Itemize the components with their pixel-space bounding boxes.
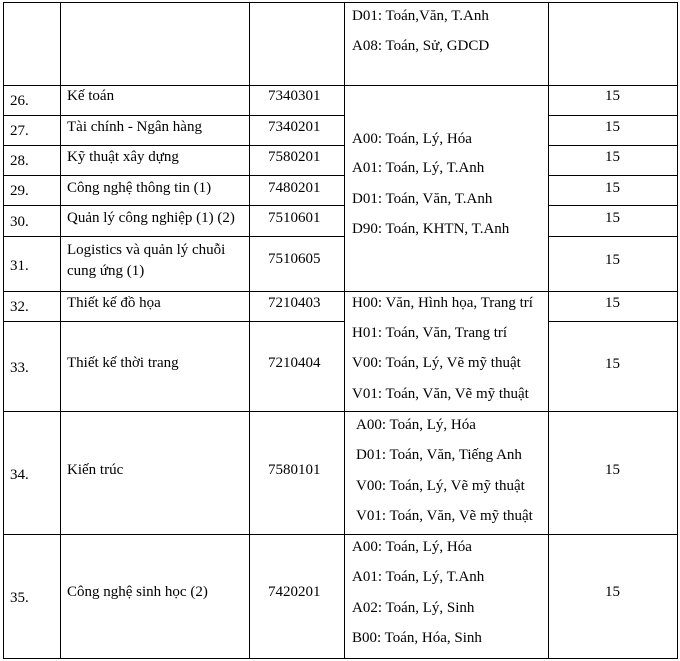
subject-combo: V01: Toán, Văn, Vẽ mỹ thuật bbox=[352, 386, 529, 402]
subject-combo: D01: Toán, Văn, T.Anh bbox=[352, 191, 493, 207]
subject-combo: V01: Toán, Văn, Vẽ mỹ thuật bbox=[356, 508, 533, 524]
major-code: 7580101 bbox=[268, 462, 321, 478]
major-name: Thiết kế đồ họa bbox=[67, 295, 161, 311]
row-line bbox=[3, 291, 677, 292]
major-code: 7580201 bbox=[268, 149, 321, 165]
row-line bbox=[3, 175, 344, 176]
subject-combo: D01: Toán,Văn, T.Anh bbox=[352, 8, 489, 24]
min-score: 15 bbox=[605, 252, 620, 268]
subject-combo: A00: Toán, Lý, Hóa bbox=[352, 131, 472, 147]
row-line bbox=[3, 411, 677, 412]
row-number: 28. bbox=[10, 153, 29, 169]
major-code: 7210403 bbox=[268, 295, 321, 311]
row-line bbox=[3, 85, 677, 86]
min-score: 15 bbox=[605, 149, 620, 165]
subject-combo: V00: Toán, Lý, Vẽ mỹ thuật bbox=[356, 478, 525, 494]
row-line bbox=[3, 658, 677, 659]
column-line bbox=[60, 2, 61, 659]
major-name: Công nghệ thông tin (1) bbox=[67, 180, 212, 196]
row-line bbox=[548, 115, 677, 116]
major-code: 7480201 bbox=[268, 180, 321, 196]
major-code: 7340201 bbox=[268, 119, 321, 135]
subject-combo: A01: Toán, Lý, T.Anh bbox=[352, 160, 485, 176]
min-score: 15 bbox=[605, 180, 620, 196]
min-score: 15 bbox=[605, 210, 620, 226]
major-name: Kỹ thuật xây dựng bbox=[67, 149, 179, 165]
subject-combo: A01: Toán, Lý, T.Anh bbox=[352, 569, 485, 585]
subject-combo: H01: Toán, Văn, Trang trí bbox=[352, 325, 508, 341]
major-code: 7210404 bbox=[268, 355, 321, 371]
subject-combo: D90: Toán, KHTN, T.Anh bbox=[352, 221, 510, 237]
min-score: 15 bbox=[605, 584, 620, 600]
subject-combo: A00: Toán, Lý, Hóa bbox=[352, 539, 472, 555]
row-number: 31. bbox=[10, 258, 29, 274]
major-code: 7420201 bbox=[268, 584, 321, 600]
row-number: 30. bbox=[10, 214, 29, 230]
min-score: 15 bbox=[605, 356, 620, 372]
column-line bbox=[3, 2, 4, 659]
major-name: Quản lý công nghiệp (1) (2) bbox=[67, 210, 235, 226]
major-name: Tài chính - Ngân hàng bbox=[67, 119, 202, 135]
major-code: 7510601 bbox=[268, 210, 321, 226]
min-score: 15 bbox=[605, 462, 620, 478]
row-line bbox=[3, 145, 344, 146]
subject-combo: A00: Toán, Lý, Hóa bbox=[356, 417, 476, 433]
major-name: Kiến trúc bbox=[67, 462, 124, 478]
min-score: 15 bbox=[605, 88, 620, 104]
row-number: 27. bbox=[10, 123, 29, 139]
row-line bbox=[548, 236, 677, 237]
row-number: 33. bbox=[10, 360, 29, 376]
column-line bbox=[344, 2, 345, 659]
subject-combo: B00: Toán, Hóa, Sinh bbox=[352, 630, 482, 646]
row-number: 29. bbox=[10, 183, 29, 199]
subject-combo: A02: Toán, Lý, Sinh bbox=[352, 600, 475, 616]
major-code: 7510605 bbox=[268, 251, 321, 267]
major-name: Công nghệ sinh học (2) bbox=[67, 584, 208, 600]
row-line bbox=[3, 321, 344, 322]
major-code: 7340301 bbox=[268, 88, 321, 104]
row-line bbox=[3, 205, 344, 206]
major-name: Logistics và quản lý chuỗi bbox=[67, 242, 226, 258]
major-name: Kế toán bbox=[67, 88, 115, 104]
subject-combo: A08: Toán, Sử, GDCD bbox=[352, 38, 490, 54]
column-line bbox=[677, 2, 678, 659]
column-line bbox=[249, 2, 250, 659]
row-line bbox=[548, 205, 677, 206]
row-line bbox=[3, 2, 677, 3]
row-line bbox=[3, 236, 344, 237]
row-number: 32. bbox=[10, 299, 29, 315]
subject-combo: D01: Toán, Văn, Tiếng Anh bbox=[356, 447, 522, 463]
row-number: 34. bbox=[10, 467, 29, 483]
subject-combo: V00: Toán, Lý, Vẽ mỹ thuật bbox=[352, 355, 521, 371]
row-line bbox=[3, 534, 677, 535]
subject-combo: H00: Văn, Hình họa, Trang trí bbox=[352, 295, 533, 311]
major-name: Thiết kế thời trang bbox=[67, 355, 179, 371]
min-score: 15 bbox=[605, 295, 620, 311]
min-score: 15 bbox=[605, 119, 620, 135]
row-number: 26. bbox=[10, 93, 29, 109]
row-line bbox=[548, 321, 677, 322]
row-line bbox=[548, 175, 677, 176]
row-number: 35. bbox=[10, 590, 29, 606]
row-line bbox=[548, 145, 677, 146]
major-name: cung ứng (1) bbox=[67, 263, 145, 279]
row-line bbox=[3, 115, 344, 116]
